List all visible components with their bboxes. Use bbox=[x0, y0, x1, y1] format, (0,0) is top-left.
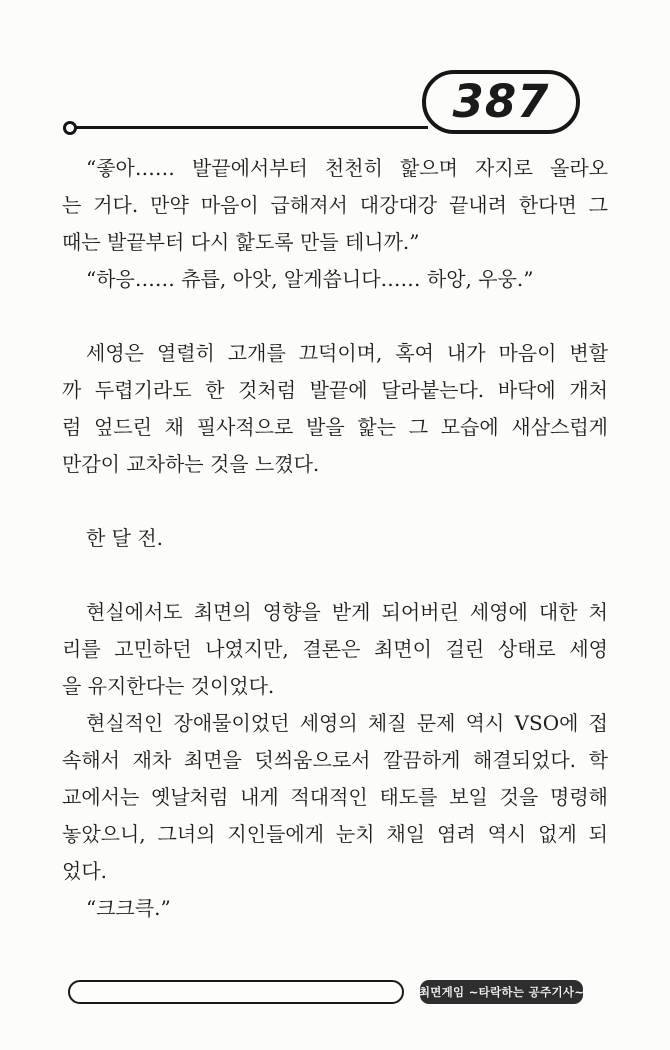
body-text bbox=[62, 150, 608, 927]
text-line: 한 달 전. bbox=[86, 526, 164, 550]
text-line: 만감이 교차하는 것을 느꼈다. bbox=[62, 452, 320, 476]
line-spacer bbox=[62, 557, 608, 594]
text-line: 까 두렵기라도 한 것처럼 발끝에 달라붙는다. 바닥에 개처 bbox=[62, 378, 608, 402]
footer-series-badge bbox=[420, 980, 583, 1004]
text-line: 현실에서도 최면의 영향을 받게 되어버린 세영에 대한 처 bbox=[86, 600, 608, 624]
header-rule bbox=[76, 126, 428, 129]
text-line: “크크큭.” bbox=[86, 896, 171, 920]
text-line: 었다. bbox=[62, 859, 107, 883]
text-line: 놓았으니, 그녀의 지인들에게 눈치 채일 염려 역시 없게 되 bbox=[62, 822, 608, 846]
line-spacer bbox=[62, 298, 608, 335]
text-line: 는 거다. 만약 마음이 급해져서 대강대강 끝내려 한다면 그 bbox=[62, 193, 608, 217]
text-line: 현실적인 장애물이었던 세영의 체질 문제 역시 VSO에 접 bbox=[86, 711, 608, 735]
text-line: 속해서 재차 최면을 덧씌움으로서 깔끔하게 해결되었다. 학 bbox=[62, 748, 608, 772]
text-line: 럼 엎드린 채 필사적으로 발을 핥는 그 모습에 새삼스럽게 bbox=[62, 415, 608, 439]
line-spacer bbox=[62, 483, 608, 520]
text-line: “하응…… 츄릅, 아앗, 알게씁니다…… 하앙, 우웅.” bbox=[86, 267, 534, 291]
page-number: 387 bbox=[452, 74, 550, 128]
text-line: 을 유지한다는 것이었다. bbox=[62, 674, 275, 698]
text-line: 리를 고민하던 나였지만, 결론은 최면이 걸린 상태로 세영 bbox=[62, 637, 608, 661]
text-line: 교에서는 옛날처럼 내게 적대적인 태도를 보일 것을 명령해 bbox=[62, 785, 608, 809]
page-number-badge bbox=[422, 70, 580, 134]
text-line: 세영은 열렬히 고개를 끄덕이며, 혹여 내가 마음이 변할 bbox=[86, 341, 608, 365]
footer-series-title: 최면게임 ~타락하는 공주기사~ bbox=[418, 985, 585, 999]
text-line: 때는 발끝부터 다시 핥도록 만들 테니까.” bbox=[62, 230, 420, 254]
text-line: “좋아…… 발끝에서부터 천천히 핥으며 자지로 올라오 bbox=[86, 156, 608, 180]
rule-end-circle-icon bbox=[63, 121, 77, 135]
footer-left-pill bbox=[68, 980, 404, 1004]
